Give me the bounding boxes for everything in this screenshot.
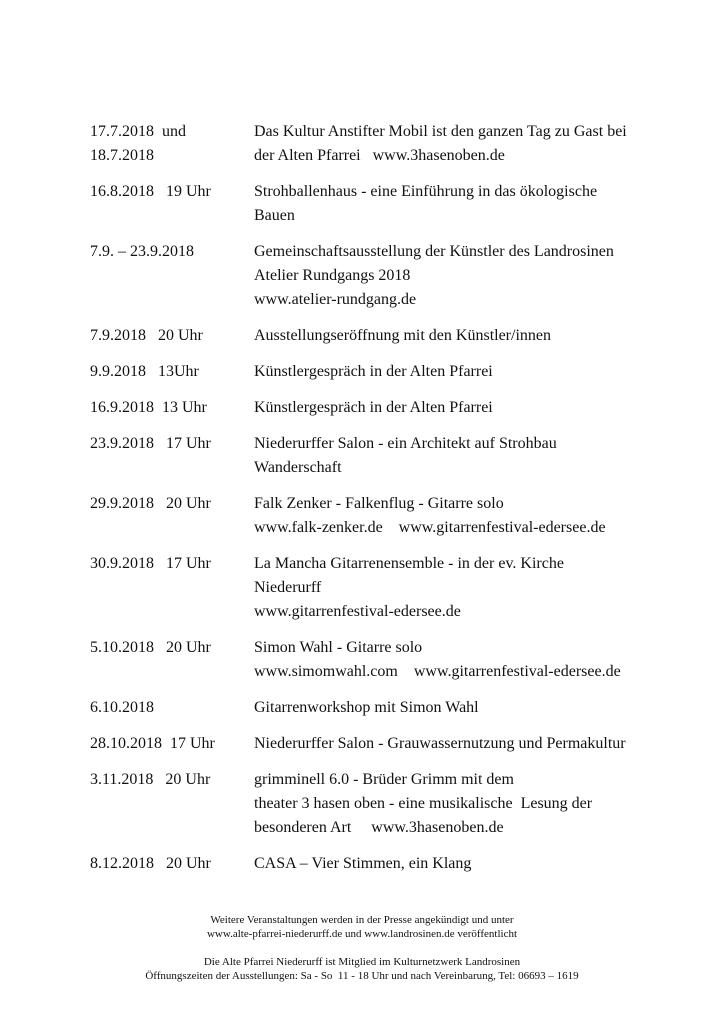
event-date-line: 28.10.2018 17 Uhr bbox=[90, 735, 215, 752]
event-description-line: Künstlergespräch in der Alten Pfarrei bbox=[254, 363, 493, 380]
event-description-line: Simon Wahl - Gitarre solo bbox=[254, 639, 423, 656]
event-date-line: 18.7.2018 bbox=[90, 147, 154, 164]
event-date-line: 8.12.2018 20 Uhr bbox=[90, 855, 211, 872]
event-date bbox=[90, 324, 254, 348]
event-date bbox=[90, 120, 254, 168]
event-description bbox=[254, 240, 690, 312]
event-row bbox=[90, 732, 690, 756]
event-date bbox=[90, 768, 254, 840]
event-date bbox=[90, 240, 254, 312]
event-description-line: CASA – Vier Stimmen, ein Klang bbox=[254, 855, 472, 872]
event-description-line: La Mancha Gitarrenensemble - in der ev. Kirche bbox=[254, 555, 564, 572]
event-date-line: 5.10.2018 20 Uhr bbox=[90, 639, 211, 656]
event-description-line: www.atelier-rundgang.de bbox=[254, 291, 417, 308]
event-description-line: www.falk-zenker.de www.gitarrenfestival-edersee.de bbox=[254, 519, 606, 536]
event-date bbox=[90, 696, 254, 720]
event-row bbox=[90, 492, 690, 540]
event-description bbox=[254, 636, 690, 684]
event-description bbox=[254, 732, 690, 756]
event-date bbox=[90, 492, 254, 540]
event-list bbox=[90, 120, 690, 888]
footer-press-line-2: www.alte-pfarrei-niederurff.de und www.landrosinen.de veröffentlicht bbox=[206, 928, 518, 940]
event-description bbox=[254, 492, 690, 540]
event-row bbox=[90, 768, 690, 840]
event-date-line: 3.11.2018 20 Uhr bbox=[90, 771, 211, 788]
event-description-line: Wanderschaft bbox=[254, 459, 342, 476]
footer-press-line-1: Weitere Veranstaltungen werden in der Presse angekündigt und unter bbox=[210, 914, 514, 926]
event-row bbox=[90, 696, 690, 720]
event-date bbox=[90, 360, 254, 384]
event-date bbox=[90, 852, 254, 876]
event-row bbox=[90, 240, 690, 312]
footer-press-note bbox=[0, 913, 724, 941]
event-description bbox=[254, 432, 690, 480]
event-date-line: 17.7.2018 und bbox=[90, 123, 186, 140]
event-row bbox=[90, 324, 690, 348]
event-description-line: Künstlergespräch in der Alten Pfarrei bbox=[254, 399, 493, 416]
footer-info bbox=[0, 955, 724, 983]
event-description bbox=[254, 396, 690, 420]
event-row bbox=[90, 432, 690, 480]
event-row bbox=[90, 360, 690, 384]
event-date-line: 23.9.2018 17 Uhr bbox=[90, 435, 211, 452]
event-description-line: Strohballenhaus - eine Einführung in das ökologische bbox=[254, 183, 598, 200]
event-row bbox=[90, 180, 690, 228]
event-description-line: der Alten Pfarrei www.3hasenoben.de bbox=[254, 147, 505, 164]
footer-hours-line: Öffnungszeiten der Ausstellungen: Sa - So 11 - 18 Uhr und nach Vereinbarung, Tel: 06693 – 1619 bbox=[145, 970, 579, 982]
event-description-line: besonderen Art www.3hasenoben.de bbox=[254, 819, 504, 836]
event-description bbox=[254, 180, 690, 228]
event-description bbox=[254, 768, 690, 840]
event-date bbox=[90, 552, 254, 624]
event-description bbox=[254, 324, 690, 348]
event-description-line: www.simomwahl.com www.gitarrenfestival-edersee.de bbox=[254, 663, 621, 680]
event-row bbox=[90, 636, 690, 684]
event-description-line: www.gitarrenfestival-edersee.de bbox=[254, 603, 461, 620]
event-description-line: grimminell 6.0 - Brüder Grimm mit dem bbox=[254, 771, 514, 788]
event-row bbox=[90, 852, 690, 876]
event-description-line: Falk Zenker - Falkenflug - Gitarre solo bbox=[254, 495, 504, 512]
event-date-line: 7.9.2018 20 Uhr bbox=[90, 327, 203, 344]
event-description-line: theater 3 hasen oben - eine musikalische Lesung der bbox=[254, 795, 593, 812]
event-description-line: Gitarrenworkshop mit Simon Wahl bbox=[254, 699, 479, 716]
event-description-line: Niederurffer Salon - Grauwassernutzung und Permakultur bbox=[254, 735, 626, 752]
footer-member-line: Die Alte Pfarrei Niederurff ist Mitglied im Kulturnetzwerk Landrosinen bbox=[203, 956, 521, 968]
event-description bbox=[254, 552, 690, 624]
event-description-line: Bauen bbox=[254, 207, 295, 224]
event-date-line: 6.10.2018 bbox=[90, 699, 154, 716]
event-description-line: Gemeinschaftsausstellung der Künstler des Landrosinen bbox=[254, 243, 614, 260]
event-row bbox=[90, 552, 690, 624]
event-description bbox=[254, 360, 690, 384]
event-row bbox=[90, 396, 690, 420]
event-description-line: Niederurff bbox=[254, 579, 322, 596]
event-description bbox=[254, 852, 690, 876]
event-date-line: 9.9.2018 13Uhr bbox=[90, 363, 199, 380]
event-date bbox=[90, 636, 254, 684]
event-description-line: Das Kultur Anstifter Mobil ist den ganzen Tag zu Gast bei bbox=[254, 123, 627, 140]
event-description bbox=[254, 120, 690, 168]
event-date-line: 16.8.2018 19 Uhr bbox=[90, 183, 211, 200]
event-description-line: Niederurffer Salon - ein Architekt auf Strohbau bbox=[254, 435, 557, 452]
event-date-line: 30.9.2018 17 Uhr bbox=[90, 555, 211, 572]
event-date bbox=[90, 396, 254, 420]
event-date bbox=[90, 432, 254, 480]
event-description bbox=[254, 696, 690, 720]
event-date-line: 7.9. – 23.9.2018 bbox=[90, 243, 194, 260]
event-row bbox=[90, 120, 690, 168]
event-date bbox=[90, 732, 254, 756]
event-date-line: 29.9.2018 20 Uhr bbox=[90, 495, 211, 512]
event-description-line: Atelier Rundgangs 2018 bbox=[254, 267, 411, 284]
event-description-line: Ausstellungseröffnung mit den Künstler/innen bbox=[254, 327, 551, 344]
event-date-line: 16.9.2018 13 Uhr bbox=[90, 399, 207, 416]
event-date bbox=[90, 180, 254, 228]
